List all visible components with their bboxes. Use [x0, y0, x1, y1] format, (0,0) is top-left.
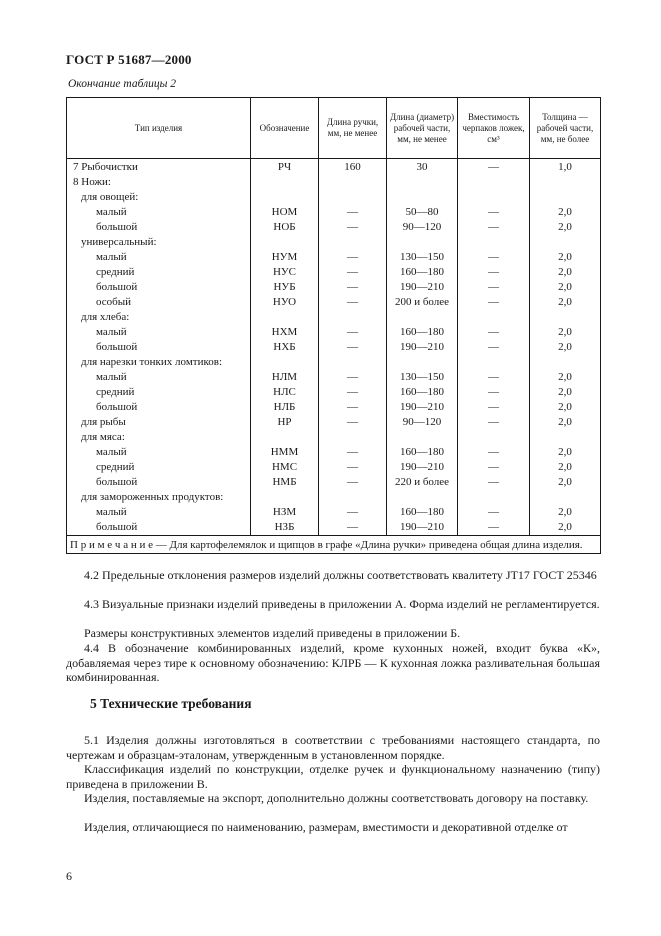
product-type-cell: большой — [67, 340, 251, 355]
handle-cell: — — [319, 475, 387, 490]
table-row — [67, 415, 601, 430]
thickness-cell: 2,0 — [530, 475, 601, 490]
product-type-cell: особый — [67, 295, 251, 310]
work-len-cell — [387, 235, 458, 250]
volume-cell — [458, 175, 530, 190]
table-row — [67, 400, 601, 415]
volume-cell: — — [458, 159, 530, 176]
table-row — [67, 265, 601, 280]
code-cell — [251, 190, 319, 205]
handle-cell: — — [319, 415, 387, 430]
thickness-cell: 2,0 — [530, 400, 601, 415]
work-len-cell: 130—150 — [387, 250, 458, 265]
code-cell: НУМ — [251, 250, 319, 265]
work-len-cell — [387, 430, 458, 445]
volume-cell — [458, 235, 530, 250]
thickness-cell: 2,0 — [530, 250, 601, 265]
volume-cell — [458, 430, 530, 445]
code-cell: РЧ — [251, 159, 319, 176]
table-row — [67, 205, 601, 220]
table-header-row — [67, 98, 601, 159]
volume-cell: — — [458, 385, 530, 400]
work-len-cell: 130—150 — [387, 370, 458, 385]
product-type-cell: средний — [67, 265, 251, 280]
product-type-cell: для рыбы — [67, 415, 251, 430]
work-len-cell: 160—180 — [387, 445, 458, 460]
handle-cell — [319, 235, 387, 250]
thickness-cell — [530, 430, 601, 445]
handle-cell: — — [319, 265, 387, 280]
code-cell: НЛМ — [251, 370, 319, 385]
code-cell — [251, 310, 319, 325]
code-cell — [251, 175, 319, 190]
table-row — [67, 520, 601, 536]
work-len-cell: 160—180 — [387, 385, 458, 400]
volume-cell: — — [458, 415, 530, 430]
product-type-cell: для замороженных продуктов: — [67, 490, 251, 505]
thickness-cell — [530, 310, 601, 325]
work-len-cell: 190—210 — [387, 340, 458, 355]
volume-cell: — — [458, 505, 530, 520]
table-row — [67, 310, 601, 325]
product-type-cell: малый — [67, 445, 251, 460]
column-header: Толщина — рабочей части, мм, не более — [530, 98, 601, 159]
work-len-cell — [387, 190, 458, 205]
thickness-cell: 2,0 — [530, 280, 601, 295]
table-row — [67, 445, 601, 460]
code-cell: НМБ — [251, 475, 319, 490]
code-cell: НЗБ — [251, 520, 319, 536]
code-cell: НЗМ — [251, 505, 319, 520]
thickness-cell — [530, 235, 601, 250]
work-len-cell: 160—180 — [387, 505, 458, 520]
product-type-cell: большой — [67, 220, 251, 235]
handle-cell: — — [319, 280, 387, 295]
paragraph-4-4: 4.4 В обозначение комбинированных изделий, кроме кухонных ножей, входит буква «К», добавляемая через тире к основному обозначению: КЛРБ — К кухонная ложка разливательная большая комбинированная. — [66, 641, 600, 684]
thickness-cell: 2,0 — [530, 370, 601, 385]
product-type-cell: для нарезки тонких ломтиков: — [67, 355, 251, 370]
thickness-cell: 2,0 — [530, 295, 601, 310]
work-len-cell — [387, 490, 458, 505]
volume-cell: — — [458, 370, 530, 385]
thickness-cell: 2,0 — [530, 415, 601, 430]
work-len-cell: 190—210 — [387, 400, 458, 415]
table-row — [67, 505, 601, 520]
work-len-cell: 190—210 — [387, 520, 458, 536]
thickness-cell — [530, 175, 601, 190]
table-row — [67, 280, 601, 295]
code-cell — [251, 235, 319, 250]
code-cell: НУО — [251, 295, 319, 310]
volume-cell: — — [458, 205, 530, 220]
code-cell: НЛС — [251, 385, 319, 400]
column-header: Тип изделия — [67, 98, 251, 159]
paragraph-5-1c: Изделия, поставляемые на экспорт, дополнительно должны соответствовать договору на поставку. — [84, 791, 589, 805]
thickness-cell: 2,0 — [530, 460, 601, 475]
thickness-cell: 2,0 — [530, 520, 601, 536]
product-type-cell: для овощей: — [67, 190, 251, 205]
thickness-cell: 2,0 — [530, 325, 601, 340]
table-caption: Окончание таблицы 2 — [68, 78, 176, 90]
volume-cell: — — [458, 325, 530, 340]
handle-cell — [319, 490, 387, 505]
table-row — [67, 475, 601, 490]
table-row — [67, 340, 601, 355]
handle-cell — [319, 430, 387, 445]
table-row — [67, 460, 601, 475]
product-type-cell: большой — [67, 400, 251, 415]
thickness-cell: 2,0 — [530, 340, 601, 355]
table-row — [67, 295, 601, 310]
volume-cell — [458, 190, 530, 205]
paragraph-4-2: 4.2 Предельные отклонения размеров изделий должны соответствовать квалитету JT17 ГОСТ 25346 — [84, 568, 597, 582]
handle-cell: — — [319, 520, 387, 536]
table-row — [67, 370, 601, 385]
table-row — [67, 190, 601, 205]
code-cell — [251, 355, 319, 370]
product-type-cell: малый — [67, 250, 251, 265]
table-row — [67, 325, 601, 340]
table-row — [67, 490, 601, 505]
column-header: Длина ручки, мм, не менее — [319, 98, 387, 159]
volume-cell: — — [458, 445, 530, 460]
handle-cell: — — [319, 205, 387, 220]
handle-cell — [319, 310, 387, 325]
code-cell — [251, 490, 319, 505]
work-len-cell — [387, 175, 458, 190]
code-cell: НУС — [251, 265, 319, 280]
table-row — [67, 175, 601, 190]
page-number: 6 — [66, 869, 72, 883]
table-row — [67, 235, 601, 250]
work-len-cell: 90—120 — [387, 415, 458, 430]
handle-cell: — — [319, 295, 387, 310]
product-type-cell: большой — [67, 520, 251, 536]
handle-cell: — — [319, 505, 387, 520]
volume-cell — [458, 310, 530, 325]
volume-cell: — — [458, 475, 530, 490]
product-type-cell: 8 Ножи: — [67, 175, 251, 190]
work-len-cell: 30 — [387, 159, 458, 176]
column-header: Обозначение — [251, 98, 319, 159]
column-header: Вместимость черпаков ложек, см³ — [458, 98, 530, 159]
handle-cell: — — [319, 385, 387, 400]
paragraph-5-1: 5.1 Изделия должны изготовляться в соответствии с требованиями настоящего стандарта, по чертежам и образцам-эталонам, утвержденным в установленном порядке. — [66, 733, 600, 762]
table-note-row — [67, 536, 601, 554]
product-type-cell: малый — [67, 505, 251, 520]
work-len-cell: 220 и более — [387, 475, 458, 490]
work-len-cell: 50—80 — [387, 205, 458, 220]
table-note: П р и м е ч а н и е — Для картофелемялок и щипцов в графе «Длина ручки» приведена общая длина изделия. — [67, 536, 601, 554]
work-len-cell: 160—180 — [387, 265, 458, 280]
table-row — [67, 250, 601, 265]
volume-cell: — — [458, 250, 530, 265]
product-type-cell: универсальный: — [67, 235, 251, 250]
volume-cell: — — [458, 400, 530, 415]
handle-cell: — — [319, 370, 387, 385]
product-type-cell: малый — [67, 370, 251, 385]
thickness-cell — [530, 190, 601, 205]
thickness-cell: 2,0 — [530, 265, 601, 280]
code-cell: НОБ — [251, 220, 319, 235]
handle-cell: — — [319, 325, 387, 340]
volume-cell: — — [458, 280, 530, 295]
product-type-cell: для мяса: — [67, 430, 251, 445]
handle-cell — [319, 355, 387, 370]
code-cell: НХМ — [251, 325, 319, 340]
volume-cell: — — [458, 265, 530, 280]
work-len-cell — [387, 310, 458, 325]
thickness-cell: 2,0 — [530, 385, 601, 400]
handle-cell: — — [319, 250, 387, 265]
table-row — [67, 385, 601, 400]
volume-cell: — — [458, 295, 530, 310]
work-len-cell: 200 и более — [387, 295, 458, 310]
code-cell: НЛБ — [251, 400, 319, 415]
work-len-cell: 190—210 — [387, 280, 458, 295]
volume-cell: — — [458, 340, 530, 355]
handle-cell: 160 — [319, 159, 387, 176]
product-type-cell: большой — [67, 475, 251, 490]
paragraph-4-3b: Размеры конструктивных элементов изделий приведены в приложении Б. — [84, 626, 461, 640]
code-cell: НМС — [251, 460, 319, 475]
work-len-cell — [387, 355, 458, 370]
column-header: Длина (диаметр) рабочей части, мм, не менее — [387, 98, 458, 159]
product-type-cell: для хлеба: — [67, 310, 251, 325]
product-type-cell: малый — [67, 325, 251, 340]
paragraph-5-1b: Классификация изделий по конструкции, отделке ручек и функциональному назначению (типу) приведена в приложении В. — [66, 762, 600, 791]
paragraph-4-3: 4.3 Визуальные признаки изделий приведены в приложении А. Форма изделий не регламентируется. — [84, 597, 600, 611]
volume-cell: — — [458, 220, 530, 235]
product-type-cell: большой — [67, 280, 251, 295]
thickness-cell — [530, 355, 601, 370]
handle-cell: — — [319, 445, 387, 460]
volume-cell: — — [458, 460, 530, 475]
handle-cell: — — [319, 220, 387, 235]
handle-cell: — — [319, 460, 387, 475]
thickness-cell: 2,0 — [530, 505, 601, 520]
code-cell: НР — [251, 415, 319, 430]
thickness-cell: 2,0 — [530, 220, 601, 235]
work-len-cell: 160—180 — [387, 325, 458, 340]
product-type-cell: малый — [67, 205, 251, 220]
thickness-cell — [530, 490, 601, 505]
handle-cell — [319, 190, 387, 205]
table-row — [67, 355, 601, 370]
handle-cell — [319, 175, 387, 190]
code-cell: НХБ — [251, 340, 319, 355]
volume-cell — [458, 490, 530, 505]
thickness-cell: 1,0 — [530, 159, 601, 176]
table-row — [67, 159, 601, 176]
volume-cell — [458, 355, 530, 370]
thickness-cell: 2,0 — [530, 445, 601, 460]
thickness-cell: 2,0 — [530, 205, 601, 220]
table-row — [67, 430, 601, 445]
document-code: ГОСТ Р 51687—2000 — [66, 52, 192, 67]
code-cell: НОМ — [251, 205, 319, 220]
product-type-cell: средний — [67, 460, 251, 475]
paragraph-5-1d: Изделия, отличающиеся по наименованию, размерам, вместимости и декоративной отделке от — [84, 820, 568, 834]
work-len-cell: 190—210 — [387, 460, 458, 475]
product-type-cell: 7 Рыбочистки — [67, 159, 251, 176]
table-row — [67, 220, 601, 235]
handle-cell: — — [319, 400, 387, 415]
handle-cell: — — [319, 340, 387, 355]
volume-cell: — — [458, 520, 530, 536]
work-len-cell: 90—120 — [387, 220, 458, 235]
product-type-cell: средний — [67, 385, 251, 400]
code-cell: НММ — [251, 445, 319, 460]
code-cell: НУБ — [251, 280, 319, 295]
section-title: 5 Технические требования — [90, 696, 252, 711]
code-cell — [251, 430, 319, 445]
spec-table — [66, 97, 601, 554]
